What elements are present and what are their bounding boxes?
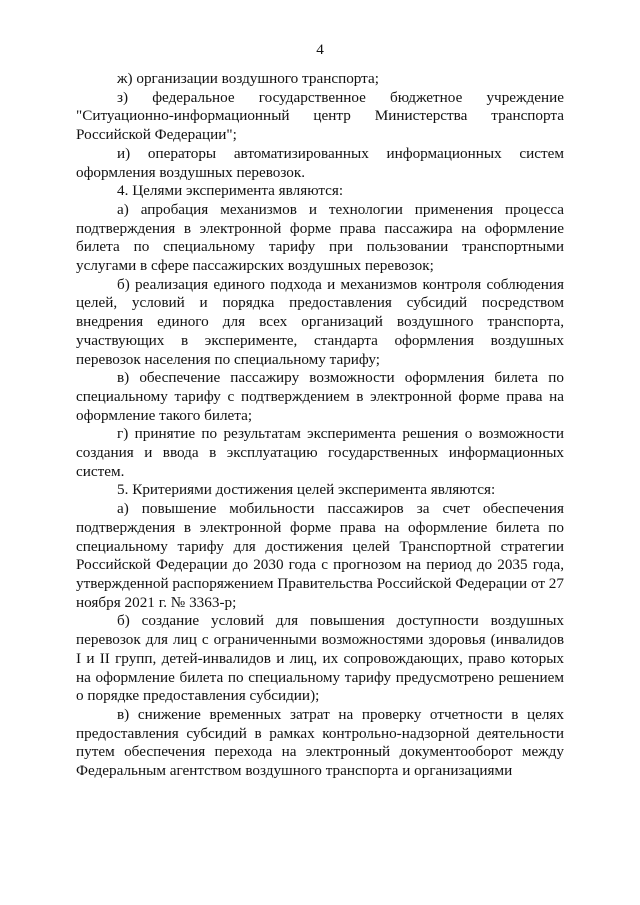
item-zh-paragraph: ж) организации воздушного транспорта; [117, 70, 379, 87]
section-5-item-b: б) создание условий для повышения доступности воздушных перевозок для лиц с ограниченными возможностями здоровья (инвалидов I и II групп, детей-инвалидов и лиц, их сопровождающих, право которых на оформление билета по специальному тарифу предусмотрено решением о порядке предоставления субсидии); [76, 612, 564, 705]
section-4-item-b: б) реализация единого подхода и механизмов контроля соблюдения целей, условий и порядка предоставления субсидий посредством внедрения единого для всех организаций воздушного транспорта, участвующих в эксперименте, стандарта оформления воздушных перевозок населения по специальному тарифу; [76, 275, 564, 368]
section-5-item-v: в) снижение временных затрат на проверку отчетности в целях предоставления субсидий в рамках контрольно-надзорной деятельности путем обеспечения перехода на электронный документооборот между Федеральным агентством воздушного транспорта и организациями [76, 705, 564, 780]
section-4-item-a: а) апробация механизмов и технологии применения процесса подтверждения в электронной форме права пассажира на оформление билета по специальному тарифу при пользовании транспортными услугами в сфере пассажирских воздушных перевозок; [76, 200, 564, 275]
page-number: 4 [316, 41, 324, 58]
section-4-item-v: в) обеспечение пассажиру возможности оформления билета по специальному тарифу с подтверждением в электронной форме права на оформление такого билета; [76, 369, 564, 424]
section-5-item-a: а) повышение мобильности пассажиров за счет обеспечения подтверждения в электронной форме права на оформление билета по специальному тарифу для достижения целей Транспортной стратегии Российской Федерации до 2030 года с прогнозом на период до 2035 года, утвержденной распоряжением Правительства Российской Федерации от 27 ноября 2021 г. № 3363-р; [76, 500, 564, 611]
item-i-paragraph: и) операторы автоматизированных информационных систем оформления воздушных перевозок. [76, 144, 564, 181]
section-5-heading: 5. Критериями достижения целей эксперимента являются: [117, 481, 496, 499]
section-4-item-g: г) принятие по результатам эксперимента решения о возможности создания и ввода в эксплуатацию государственных информационных систем. [76, 425, 564, 480]
section-4-heading: 4. Целями эксперимента являются: [117, 182, 344, 200]
document-body [76, 70, 564, 781]
item-z-paragraph: з) федеральное государственное бюджетное учреждение "Ситуационно-информационный центр Министерства транспорта Российской Федерации"; [76, 88, 564, 144]
